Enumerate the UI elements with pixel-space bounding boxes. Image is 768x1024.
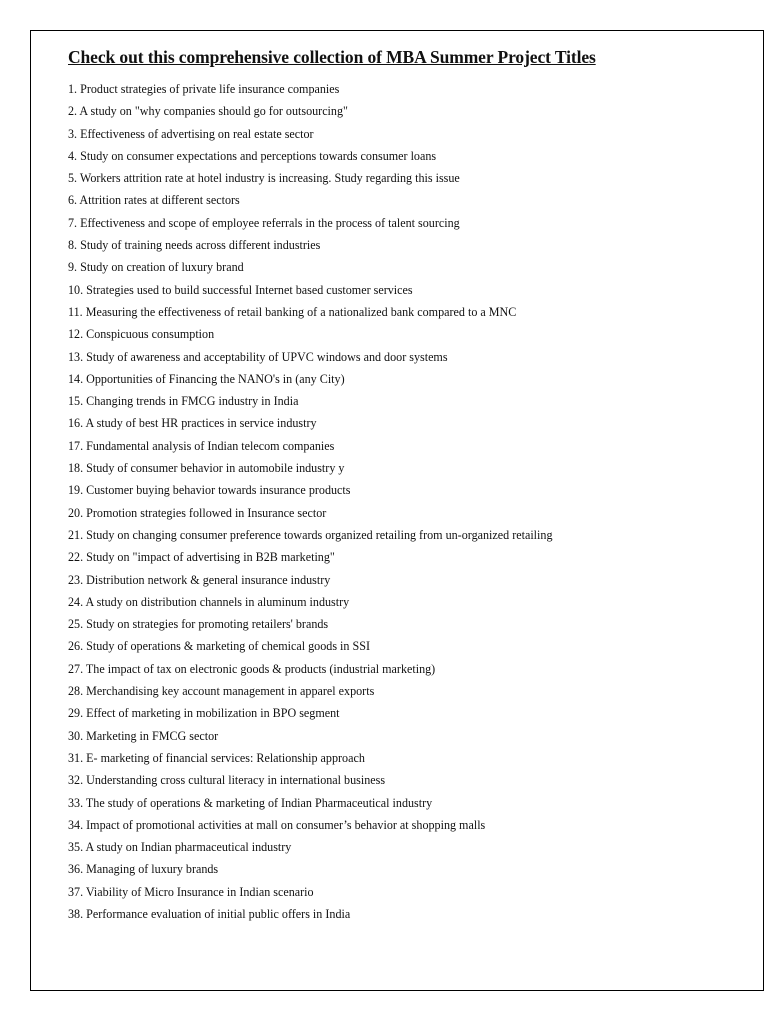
list-item: 26. Study of operations & marketing of chemical goods in SSI bbox=[68, 639, 370, 654]
list-item: 38. Performance evaluation of initial public offers in India bbox=[68, 906, 351, 921]
list-item: 28. Merchandising key account management in apparel exports bbox=[68, 684, 375, 699]
list-item: 14. Opportunities of Financing the NANO's in (any City) bbox=[68, 371, 345, 386]
list-item: 4. Study on consumer expectations and perceptions towards consumer loans bbox=[68, 148, 437, 163]
list-item: 36. Managing of luxury brands bbox=[68, 862, 219, 877]
list-item: 20. Promotion strategies followed in Insurance sector bbox=[68, 505, 327, 520]
list-item: 25. Study on strategies for promoting retailers' brands bbox=[68, 617, 329, 632]
project-title-list bbox=[68, 78, 553, 925]
list-item: 18. Study of consumer behavior in automobile industry y bbox=[68, 461, 345, 476]
list-item: 10. Strategies used to build successful Internet based customer services bbox=[68, 282, 413, 297]
list-item: 31. E- marketing of financial services: Relationship approach bbox=[68, 750, 365, 765]
list-item: 11. Measuring the effectiveness of retail banking of a nationalized bank compared to a MNC bbox=[68, 304, 517, 319]
list-item: 27. The impact of tax on electronic goods & products (industrial marketing) bbox=[68, 661, 436, 676]
list-item: 6. Attrition rates at different sectors bbox=[68, 193, 240, 208]
list-item: 17. Fundamental analysis of Indian telecom companies bbox=[68, 438, 335, 453]
list-item: 24. A study on distribution channels in aluminum industry bbox=[68, 594, 350, 609]
document-page bbox=[30, 30, 764, 991]
list-item: 16. A study of best HR practices in service industry bbox=[68, 416, 317, 431]
document-title: Check out this comprehensive collection of MBA Summer Project Titles bbox=[68, 47, 596, 67]
list-item: 5. Workers attrition rate at hotel industry is increasing. Study regarding this issue bbox=[68, 171, 460, 186]
list-item: 29. Effect of marketing in mobilization in BPO segment bbox=[68, 706, 340, 721]
list-item: 3. Effectiveness of advertising on real estate sector bbox=[68, 126, 314, 141]
list-item: 19. Customer buying behavior towards insurance products bbox=[68, 483, 351, 498]
list-item: 9. Study on creation of luxury brand bbox=[68, 260, 244, 275]
list-item: 8. Study of training needs across different industries bbox=[68, 238, 321, 253]
list-item: 23. Distribution network & general insurance industry bbox=[68, 572, 331, 587]
list-item: 35. A study on Indian pharmaceutical industry bbox=[68, 840, 292, 855]
list-item: 22. Study on "impact of advertising in B2B marketing" bbox=[68, 550, 335, 565]
list-item: 34. Impact of promotional activities at mall on consumer’s behavior at shopping malls bbox=[68, 817, 486, 832]
list-item: 7. Effectiveness and scope of employee referrals in the process of talent sourcing bbox=[68, 215, 460, 230]
list-item: 13. Study of awareness and acceptability of UPVC windows and door systems bbox=[68, 349, 448, 364]
list-item: 32. Understanding cross cultural literacy in international business bbox=[68, 773, 386, 788]
list-item: 2. A study on "why companies should go for outsourcing" bbox=[68, 104, 348, 119]
list-item: 33. The study of operations & marketing of Indian Pharmaceutical industry bbox=[68, 795, 433, 810]
list-item: 15. Changing trends in FMCG industry in India bbox=[68, 394, 299, 409]
list-item: 12. Conspicuous consumption bbox=[68, 327, 215, 342]
list-item: 21. Study on changing consumer preference towards organized retailing from un-organized retailing bbox=[68, 527, 553, 542]
list-item: 1. Product strategies of private life insurance companies bbox=[68, 82, 340, 96]
list-item: 37. Viability of Micro Insurance in Indian scenario bbox=[68, 884, 314, 899]
list-item: 30. Marketing in FMCG sector bbox=[68, 728, 219, 743]
